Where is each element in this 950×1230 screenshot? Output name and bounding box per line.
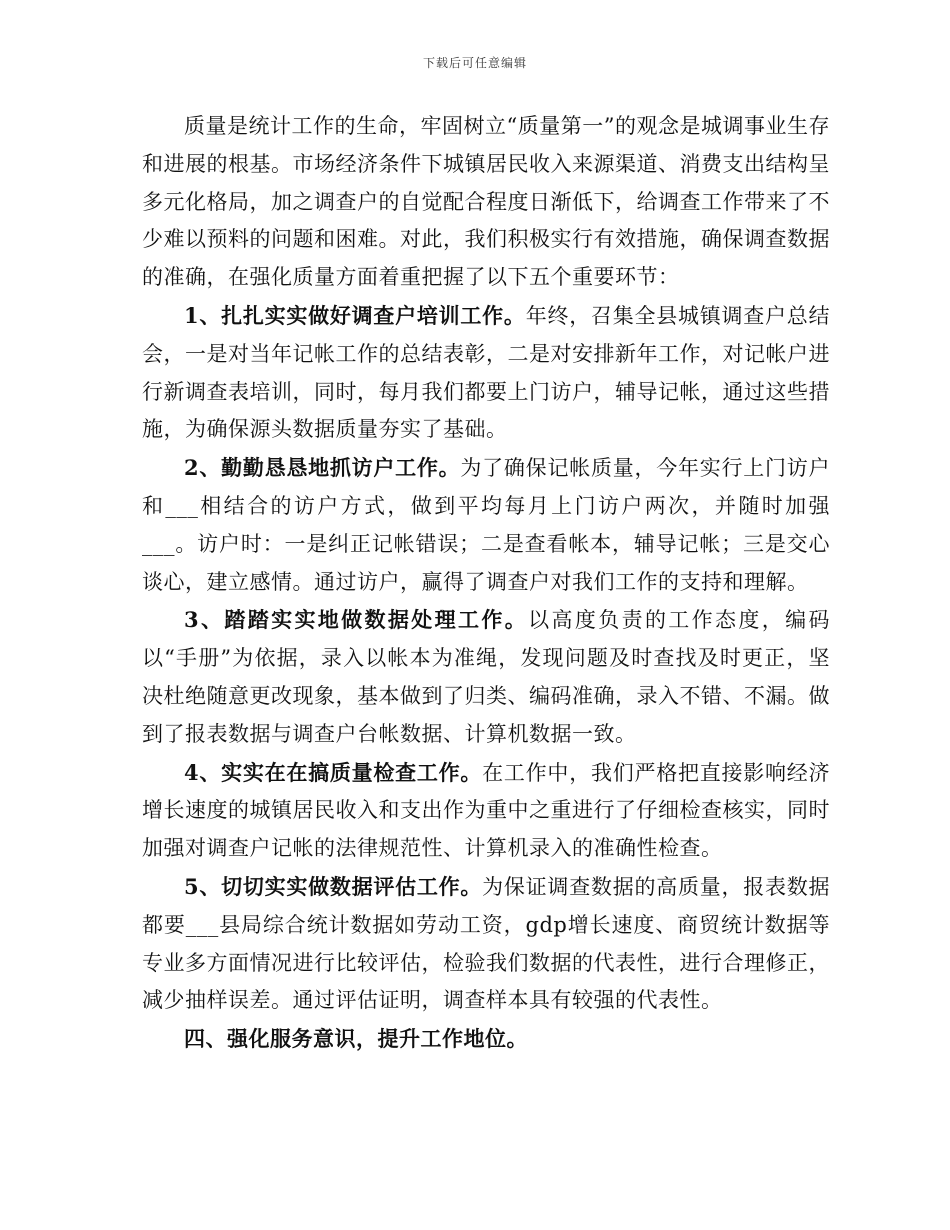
item-text: 为保证调查数据的高质量，报表数据都要___县局综合统计数据如劳动工资，gdp增长速度、商贸统计数据等专业多方面情况进行比较评估，检验我们数据的代表性，进行合理修正，减少抽样误差。通过评估证明，调查样本具有较强的代表性。 [142, 874, 830, 1013]
list-item [142, 449, 830, 601]
item-text: 为了确保记帐质量，今年实行上门访户和___相结合的访户方式，做到平均每月上门访户两次，并随时加强___。访户时：一是纠正记帐错误；二是查看帐本，辅导记帐；三是交心谈心，建立感情。通过访户，赢得了调查户对我们工作的支持和理解。 [142, 456, 830, 594]
section-heading: 四、强化服务意识，提升工作地位。 [184, 1026, 528, 1052]
list-item [142, 601, 830, 753]
item-lead: 2、勤勤恳恳地抓访户工作。 [184, 455, 461, 481]
page-header: 下载后可任意编辑 [422, 56, 527, 70]
list-item [142, 754, 830, 868]
list-item [142, 868, 830, 1020]
list-item [142, 297, 830, 449]
intro-paragraph: 质量是统计工作的生命，牢固树立“质量第一”的观念是城调事业生存和进展的根基。市场经济条件下城镇居民收入来源渠道、消费支出结构呈多元化格局，加之调查户的自觉配合程度日渐低下，给调查工作带来了不少难以预料的问题和困难。对此，我们积极实行有效措施，确保调查数据的准确，在强化质量方面着重把握了以下五个重要环节： [142, 114, 830, 290]
item-text: 在工作中，我们严格把直接影响经济增长速度的城镇居民收入和支出作为重中之重进行了仔细检查核实，同时加强对调查户记帐的法律规范性、计算机录入的准确性检查。 [142, 760, 830, 861]
item-lead: 1、扎扎实实做好调查户培训工作。 [184, 302, 526, 328]
document-body [142, 108, 830, 1058]
item-lead: 4、实实在在搞质量检查工作。 [184, 759, 483, 785]
item-text: 以高度负责的工作态度，编码以“手册”为依据，录入以帐本为准绳，发现问题及时查找及时更正，坚决杜绝随意更改现象，基本做到了归类、编码准确，录入不错、不漏。做到了报表数据与调查户台帐数据、计算机数据一致。 [142, 608, 830, 746]
item-lead: 5、切切实实做数据评估工作。 [184, 873, 483, 899]
item-text: 年终，召集全县城镇调查户总结会，一是对当年记帐工作的总结表彰，二是对安排新年工作，对记帐户进行新调查表培训，同时，每月我们都要上门访户，辅导记帐，通过这些措施，为确保源头数据质量夯实了基础。 [142, 303, 830, 442]
item-lead: 3、踏踏实实地做数据处理工作。 [184, 607, 529, 633]
